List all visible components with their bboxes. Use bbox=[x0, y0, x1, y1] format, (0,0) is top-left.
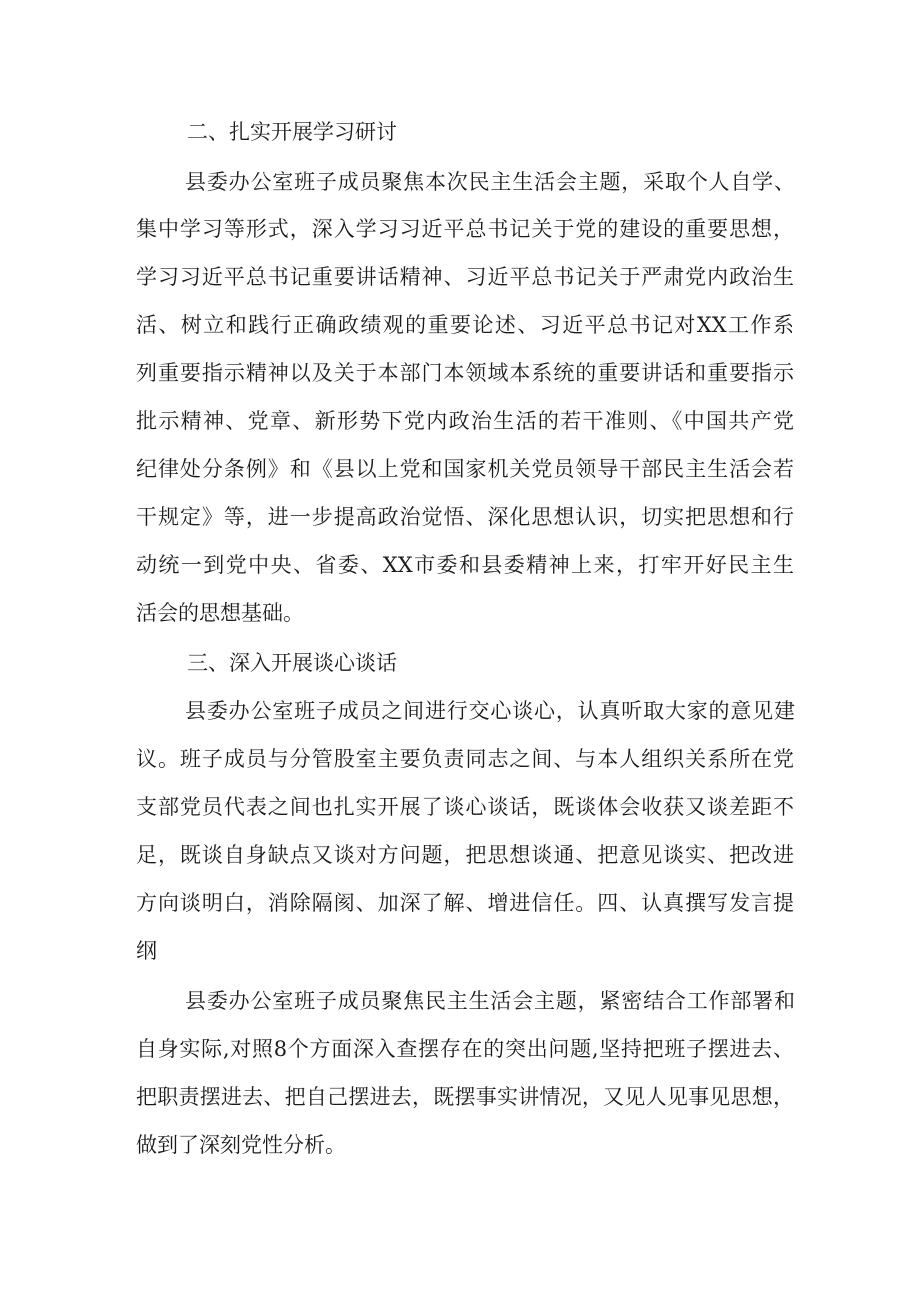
section-2-line-4: 活、树立和践行正确政绩观的重要论述、习近平总书记对XX工作系 bbox=[136, 313, 794, 337]
section-2-line-3: 学习习近平总书记重要讲话精神、习近平总书记关于严肃党内政治生 bbox=[136, 265, 794, 289]
section-2-line-7: 纪律处分条例》和《县以上党和国家机关党员领导干部民主生活会若 bbox=[136, 457, 794, 481]
section-2-heading: 二、扎实开展学习研讨 bbox=[187, 120, 397, 144]
section-4-line-3: 把职责摆进去、把自己摆进去，既摆事实讲情况，又见人见事见思想， bbox=[136, 1085, 794, 1109]
section-3-line-5: 方向谈明白，消除隔阂、加深了解、增进信任。四、认真撰写发言提 bbox=[136, 891, 794, 915]
section-2-line-10: 活会的思想基础。 bbox=[136, 601, 304, 625]
section-4-line-4: 做到了深刻党性分析。 bbox=[136, 1133, 346, 1157]
section-3-line-3: 支部党员代表之间也扎实开展了谈心谈话，既谈体会收获又谈差距不 bbox=[136, 795, 794, 819]
section-2-line-1: 县委办公室班子成员聚焦本次民主生活会主题，采取个人自学、 bbox=[185, 170, 795, 194]
section-3-line-4: 足，既谈自身缺点又谈对方问题，把思想谈通、把意见谈实、把改进 bbox=[136, 843, 794, 867]
section-2-line-9: 动统一到党中央、省委、XX市委和县委精神上来，打牢开好民主生 bbox=[136, 553, 794, 577]
section-3-heading: 三、深入开展谈心谈话 bbox=[187, 651, 397, 675]
section-2-line-2: 集中学习等形式，深入学习习近平总书记关于党的建设的重要思想， bbox=[136, 217, 794, 241]
section-3-line-6: 纲 bbox=[136, 939, 157, 963]
section-4-line-2: 自身实际,对照8个方面深入查摆存在的突出问题,坚持把班子摆进去、 bbox=[136, 1037, 794, 1061]
section-2-line-8: 干规定》等，进一步提高政治觉悟、深化思想认识，切实把思想和行 bbox=[136, 505, 794, 529]
section-3-line-2: 议。班子成员与分管股室主要负责同志之间、与本人组织关系所在党 bbox=[136, 747, 794, 771]
section-4-line-1: 县委办公室班子成员聚焦民主生活会主题，紧密结合工作部署和 bbox=[185, 989, 795, 1013]
section-2-line-6: 批示精神、党章、新形势下党内政治生活的若干准则、《中国共产党 bbox=[136, 409, 794, 433]
section-2-line-5: 列重要指示精神以及关于本部门本领域本系统的重要讲话和重要指示 bbox=[136, 361, 794, 385]
section-3-line-1: 县委办公室班子成员之间进行交心谈心，认真听取大家的意见建 bbox=[185, 699, 795, 723]
